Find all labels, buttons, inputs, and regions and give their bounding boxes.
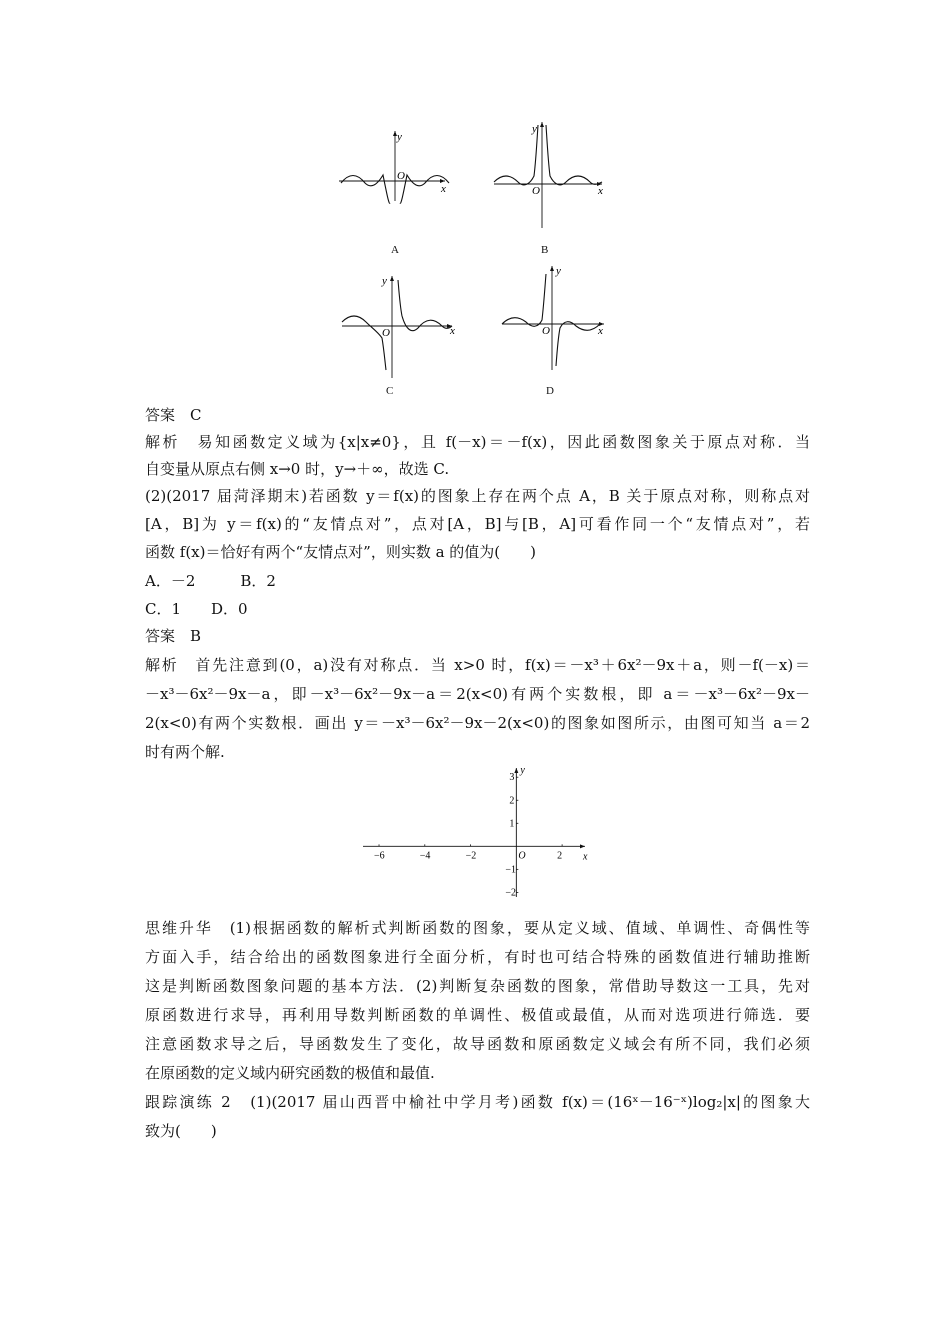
y-label: y <box>382 275 387 287</box>
y-axis-label: y <box>520 765 525 776</box>
q2-analysis-line-1: 解析 首先注意到(0，a)没有对称点．当 x>0 时，f(x)＝－x³＋6x²－9x＋a，则－f(－x)＝ <box>145 656 810 674</box>
x-tick-label: 2 <box>557 850 563 862</box>
q2-analysis-line-2: －x³－6x²－9x－a，即－x³－6x²－9x－a＝2(x<0)有两个实数根，即 a＝－x³－6x²－9x－ <box>145 685 810 703</box>
option-label-b: B <box>541 244 549 256</box>
y-tick-label: 3 <box>509 772 515 784</box>
y-axis-arrow <box>540 122 544 127</box>
option-graph-a <box>335 125 455 205</box>
summary-line-4: 原函数进行求导，再利用导数判断函数的单调性、极值或最值，从而对选项进行筛选．要 <box>145 1006 810 1024</box>
option-graph-d <box>500 262 620 372</box>
y-tick-label: −2 <box>505 887 516 899</box>
y-axis-arrow <box>514 768 518 773</box>
option-label-c: C <box>386 385 394 397</box>
q2-stem-line-2: [A，B]为 y＝f(x)的“友情点对”，点对[A，B]与[B，A]可看作同一个“友情点对”，若 <box>145 515 810 533</box>
x-label: x <box>441 183 446 195</box>
summary-line-2: 方面入手，结合给出的函数图象进行全面分析，有时也可结合特殊的函数值进行辅助推断 <box>145 948 810 966</box>
q1-analysis-line-1: 解析 易知函数定义域为{x|x≠0}，且 f(－x)＝－f(x)，因此函数图象关于原点对称．当 <box>145 433 810 451</box>
summary-line-6: 在原函数的定义域内研究函数的极值和最值. <box>145 1064 435 1082</box>
summary-line-3: 这是判断函数图象问题的基本方法．(2)判断复杂函数的图象，常借助导数这一工具，先对 <box>145 977 810 995</box>
curve-right <box>556 322 600 366</box>
graph-c-svg <box>340 270 460 380</box>
q2-stem-line-1: (2)(2017 届菏泽期末)若函数 y＝f(x)的图象上存在两个点 A，B 关于原点对称，则称点对 <box>145 487 810 505</box>
curve-left <box>342 316 386 370</box>
option-label-a: A <box>391 244 399 256</box>
curve-left <box>502 274 546 326</box>
tick-labels <box>374 765 588 898</box>
graph-d-svg <box>500 262 620 372</box>
option-label-d: D <box>546 385 554 397</box>
y-tick-label: 2 <box>509 795 515 807</box>
origin-label: O <box>397 170 405 182</box>
origin-label: O <box>542 325 550 337</box>
y-tick-label: −1 <box>505 864 516 876</box>
practice-line-2: 致为( ) <box>145 1122 217 1140</box>
y-tick-label: 1 <box>509 818 515 830</box>
origin-label: O <box>532 185 540 197</box>
y-axis-arrow <box>390 276 394 281</box>
q2-analysis-line-3: 2(x<0)有两个实数根．画出 y＝－x³－6x²－9x－2(x<0)的图象如图所示，由图可知当 a＝2 <box>145 714 810 732</box>
x-axis-label: x <box>583 851 588 863</box>
q1-answer: 答案 C <box>145 406 202 424</box>
graph-a-svg <box>335 125 455 205</box>
q2-options-cd: C．1 D．0 <box>145 600 248 618</box>
summary-line-5: 注意函数求导之后，导函数发生了变化，故导函数和原函数定义域会有所不同，我们必须 <box>145 1035 810 1053</box>
x-tick-label: −6 <box>374 850 385 862</box>
q2-stem-line-3: 函数 f(x)＝恰好有两个“友情点对”，则实数 a 的值为( ) <box>145 543 537 561</box>
y-label: y <box>532 123 537 135</box>
curve-left <box>341 175 390 203</box>
q2-analysis-line-4: 时有两个解. <box>145 743 225 761</box>
cubic-graph <box>355 760 595 905</box>
x-axis-arrow <box>580 844 585 848</box>
x-tick-label: −2 <box>465 850 477 862</box>
option-graph-c <box>340 270 460 380</box>
q2-options-ab: A．－2 B．2 <box>145 572 276 590</box>
y-label: y <box>397 131 402 143</box>
y-axis-arrow <box>550 266 554 271</box>
summary-line-1: 思维升华 (1)根据函数的解析式判断函数的图象，要从定义域、值域、单调性、奇偶性等 <box>145 919 810 937</box>
practice-line-1: 跟踪演练 2 (1)(2017 届山西晋中榆社中学月考)函数 f(x)＝(16ˣ－16⁻ˣ)log₂|x|的图象大 <box>145 1093 810 1111</box>
x-tick-label: O <box>518 850 526 862</box>
origin-label: O <box>382 327 390 339</box>
y-label: y <box>556 265 561 277</box>
x-label: x <box>450 325 455 337</box>
curve-right <box>398 280 452 331</box>
x-tick-label: −4 <box>419 850 431 862</box>
q2-answer: 答案 B <box>145 627 202 645</box>
cubic-graph-svg <box>355 760 595 905</box>
x-label: x <box>598 325 603 337</box>
x-label: x <box>598 185 603 197</box>
graph-b-svg <box>490 120 610 230</box>
q1-analysis-line-2: 自变量从原点右侧 x→0 时，y→＋∞，故选 C. <box>145 460 450 478</box>
axes <box>363 768 585 897</box>
option-graph-b <box>490 120 610 230</box>
curve-right <box>546 125 602 185</box>
